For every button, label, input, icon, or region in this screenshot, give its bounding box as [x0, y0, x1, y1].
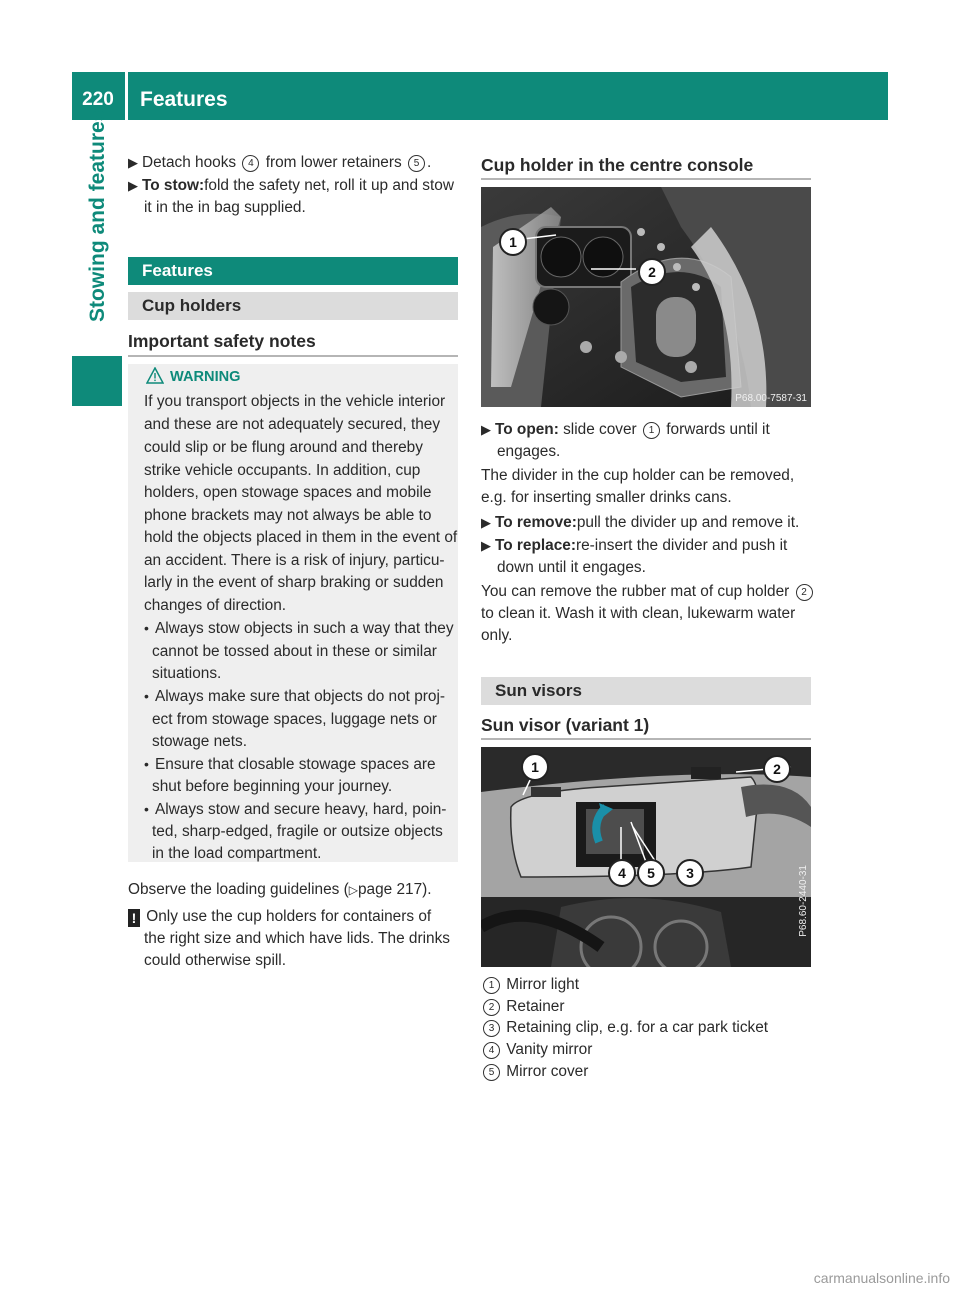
page-title: Features — [140, 88, 228, 111]
safety-heading: Important safety notes — [128, 331, 316, 351]
callout-number: 5 — [408, 155, 425, 172]
photo-callout: 3 — [676, 859, 704, 887]
rubber-mat-text: to clean it. Wash it with clean, lukewarm water — [481, 605, 796, 622]
step-detach: ▶ Detach hooks 4 from lower retainers 5 . — [128, 151, 431, 174]
warning-title: WARNING — [170, 369, 241, 385]
callout-number: 4 — [483, 1042, 500, 1059]
callout-number: 2 — [796, 584, 813, 601]
rubber-mat-text: only. — [481, 627, 513, 644]
warning-bullet-cont: situations. — [152, 665, 222, 682]
callout-number: 4 — [242, 155, 259, 172]
page-number: 220 — [82, 89, 114, 110]
step-open-cont: engages. — [497, 443, 561, 460]
warning-icon — [146, 367, 164, 389]
legend-item: 2 Retainer — [481, 995, 564, 1018]
photo-callout: 4 — [608, 859, 636, 887]
warning-bullet-cont: ted, sharp-edged, fragile or outsize objects — [152, 823, 443, 840]
photo-callout: 1 — [521, 753, 549, 781]
legend-item: 1 Mirror light — [481, 973, 579, 996]
heading-rule — [128, 355, 458, 357]
warning-bullet-cont: in the load compartment. — [152, 845, 322, 862]
warning-line: could slip or be flung around and thereby — [144, 439, 423, 456]
step-arrow-icon: ▶ — [481, 422, 491, 437]
step-arrow-icon: ▶ — [481, 515, 491, 530]
legend-item: 4 Vanity mirror — [481, 1038, 592, 1061]
watermark: carmanualsonline.info — [813, 1270, 950, 1286]
warning-line: changes of direction. — [144, 597, 287, 614]
warning-bullet-cont: shut before beginning your journey. — [152, 778, 393, 795]
photo-code: P68.00-7587-31 — [735, 393, 807, 404]
warning-line: hold the objects placed in them in the event of — [144, 529, 458, 546]
heading-rule — [481, 738, 811, 740]
photo-callout: 5 — [637, 859, 665, 887]
legend-item: 3 Retaining clip, e.g. for a car park ticket — [481, 1016, 768, 1039]
callout-number: 1 — [643, 422, 660, 439]
warning-line: strike vehicle occupants. In addition, cup — [144, 462, 421, 479]
warning-bullet: • Always stow and secure heavy, hard, poin- — [144, 798, 446, 821]
side-tab-label: Stowing and features — [86, 109, 109, 322]
warning-bullet-cont: cannot be tossed about in these or similar — [152, 643, 437, 660]
header-divider — [125, 72, 128, 120]
warning-bullet: • Always stow objects in such a way that they — [144, 617, 454, 640]
step-arrow-icon: ▶ — [128, 178, 138, 193]
cup-holders-banner: Cup holders — [128, 292, 458, 320]
photo-callout: 1 — [499, 228, 527, 256]
sun-visors-banner: Sun visors — [481, 677, 811, 705]
warning-line: phone brackets may not always be able to — [144, 507, 432, 524]
warning-bullet-cont: ect from stowage spaces, luggage nets or — [152, 711, 437, 728]
exclamation-icon: ! — [128, 909, 140, 927]
warning-bullet-cont: stowage nets. — [152, 733, 247, 750]
divider-text: The divider in the cup holder can be removed, — [481, 467, 795, 484]
note-cont: could otherwise spill. — [144, 952, 287, 969]
side-tab-block — [72, 356, 122, 406]
photo-callout: 2 — [763, 755, 791, 783]
divider-text: e.g. for inserting smaller drinks cans. — [481, 489, 732, 506]
step-replace-cont: down until it engages. — [497, 559, 646, 576]
bullet-icon: • — [144, 688, 149, 704]
sun-visor-heading: Sun visor (variant 1) — [481, 715, 650, 735]
warning-line: larly in the event of sharp braking or sudden — [144, 574, 444, 591]
bullet-icon: • — [144, 756, 149, 772]
step-remove: ▶ To remove:pull the divider up and remove it. — [481, 511, 799, 534]
note: ! Only use the cup holders for containers of — [128, 905, 431, 928]
cup-holder-photo — [481, 187, 811, 407]
step-stow-cont: it in the in bag supplied. — [144, 199, 306, 216]
cup-holder-heading: Cup holder in the centre console — [481, 155, 754, 175]
photo-code: P68.60-2440-31 — [798, 865, 809, 937]
bullet-icon: • — [144, 801, 149, 817]
callout-number: 2 — [483, 999, 500, 1016]
warning-line: holders, open stowage spaces and mobile — [144, 484, 432, 501]
warning-line: an accident. There is a risk of injury, particu- — [144, 552, 445, 569]
step-replace: ▶ To replace:re-insert the divider and push it — [481, 534, 787, 557]
step-arrow-icon: ▶ — [128, 155, 138, 170]
rubber-mat-text: You can remove the rubber mat of cup holder 2 — [481, 580, 815, 603]
heading-rule — [481, 178, 811, 180]
note-cont: the right size and which have lids. The drinks — [144, 930, 450, 947]
warning-line: and these are not adequately secured, they — [144, 416, 441, 433]
legend-item: 5 Mirror cover — [481, 1060, 588, 1083]
callout-number: 1 — [483, 977, 500, 994]
callout-number: 5 — [483, 1064, 500, 1081]
step-open: ▶ To open: slide cover 1 forwards until it — [481, 418, 770, 441]
warning-line: If you transport objects in the vehicle interior — [144, 393, 446, 410]
step-stow: ▶ To stow:fold the safety net, roll it up and stow — [128, 174, 454, 197]
step-arrow-icon: ▶ — [481, 538, 491, 553]
photo-callout: 2 — [638, 258, 666, 286]
observe-guidelines: Observe the loading guidelines (▷page 217). — [128, 881, 432, 898]
sun-visor-photo — [481, 747, 811, 967]
warning-bullet: • Always make sure that objects do not proj- — [144, 685, 445, 708]
bullet-icon: • — [144, 620, 149, 636]
page-ref-arrow-icon: ▷ — [348, 883, 358, 897]
callout-number: 3 — [483, 1020, 500, 1037]
features-banner: Features — [128, 257, 458, 285]
warning-bullet: • Ensure that closable stowage spaces are — [144, 753, 436, 776]
